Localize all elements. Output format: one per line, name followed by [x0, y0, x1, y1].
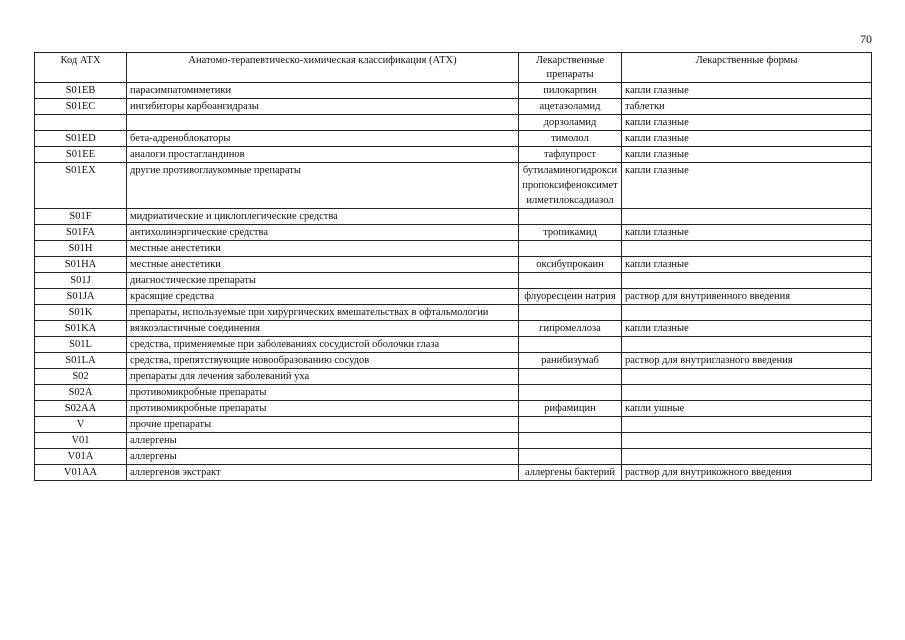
row-code: S02	[35, 369, 127, 385]
row-drug: ранибизумаб	[519, 353, 622, 369]
table-row	[35, 433, 872, 449]
row-form: капли глазные	[622, 321, 872, 337]
table-row	[35, 337, 872, 353]
row-code: S02A	[35, 385, 127, 401]
row-form: капли глазные	[622, 83, 872, 99]
table-row	[35, 289, 872, 305]
table-row	[35, 321, 872, 337]
table-row	[35, 147, 872, 163]
row-classification	[127, 115, 519, 131]
page-number: 70	[860, 32, 872, 46]
row-code: S01H	[35, 241, 127, 257]
table-header-row	[35, 53, 872, 83]
row-drug	[519, 417, 622, 433]
row-classification: средства, препятствующие новообразованию сосудов	[127, 353, 519, 369]
row-code: V01A	[35, 449, 127, 465]
row-code: S01JA	[35, 289, 127, 305]
row-drug: тропикамид	[519, 225, 622, 241]
table-row	[35, 115, 872, 131]
row-code: S01K	[35, 305, 127, 321]
row-code: V01AA	[35, 465, 127, 481]
row-form	[622, 305, 872, 321]
row-classification: аллергены	[127, 433, 519, 449]
row-drug: флуоресцеин натрия	[519, 289, 622, 305]
row-code: S01EX	[35, 163, 127, 209]
row-classification: вязкоэластичные соединения	[127, 321, 519, 337]
header-forms: Лекарственные формы	[622, 53, 872, 83]
row-classification: средства, применяемые при заболеваниях сосудистой оболочки глаза	[127, 337, 519, 353]
row-form: таблетки	[622, 99, 872, 115]
row-code: S01EC	[35, 99, 127, 115]
row-code: S01KA	[35, 321, 127, 337]
row-code: S01EE	[35, 147, 127, 163]
row-classification: аллергенов экстракт	[127, 465, 519, 481]
row-form	[622, 433, 872, 449]
row-classification: ингибиторы карбоангидразы	[127, 99, 519, 115]
row-code: S01HA	[35, 257, 127, 273]
row-form: раствор для внутрикожного введения	[622, 465, 872, 481]
row-drug: пилокарпин	[519, 83, 622, 99]
row-code: S01F	[35, 209, 127, 225]
row-code: S02AA	[35, 401, 127, 417]
row-form: капли ушные	[622, 401, 872, 417]
table-row	[35, 401, 872, 417]
atx-table	[34, 52, 872, 481]
row-drug: тимолол	[519, 131, 622, 147]
row-form: капли глазные	[622, 131, 872, 147]
table-row	[35, 385, 872, 401]
row-classification: мидриатические и циклоплегические средства	[127, 209, 519, 225]
table-row	[35, 209, 872, 225]
row-classification: противомикробные препараты	[127, 385, 519, 401]
row-classification: бета-адреноблокаторы	[127, 131, 519, 147]
row-drug: оксибупрокаин	[519, 257, 622, 273]
row-drug	[519, 433, 622, 449]
row-classification: аналоги простагландинов	[127, 147, 519, 163]
row-form: капли глазные	[622, 225, 872, 241]
table-row	[35, 273, 872, 289]
row-classification: местные анестетики	[127, 257, 519, 273]
row-code: S01J	[35, 273, 127, 289]
row-code: S01ED	[35, 131, 127, 147]
row-classification: местные анестетики	[127, 241, 519, 257]
row-form	[622, 417, 872, 433]
row-classification: красящие средства	[127, 289, 519, 305]
row-form	[622, 273, 872, 289]
row-code: S01EB	[35, 83, 127, 99]
row-classification: препараты для лечения заболеваний уха	[127, 369, 519, 385]
row-form	[622, 369, 872, 385]
row-drug	[519, 337, 622, 353]
row-code: S01L	[35, 337, 127, 353]
table-row	[35, 163, 872, 209]
header-code: Код АТХ	[35, 53, 127, 83]
row-classification: прочие препараты	[127, 417, 519, 433]
row-form: капли глазные	[622, 163, 872, 209]
row-drug	[519, 305, 622, 321]
row-drug	[519, 209, 622, 225]
table-row	[35, 83, 872, 99]
table-row	[35, 449, 872, 465]
table-row	[35, 465, 872, 481]
row-classification: другие противоглаукомные препараты	[127, 163, 519, 209]
header-classification: Анатомо-терапевтическо-химическая классификация (АТХ)	[127, 53, 519, 83]
row-form: раствор для внутривенного введения	[622, 289, 872, 305]
table-row	[35, 257, 872, 273]
row-drug	[519, 241, 622, 257]
table-row	[35, 353, 872, 369]
row-code: V01	[35, 433, 127, 449]
row-classification: антихолинэргические средства	[127, 225, 519, 241]
row-drug	[519, 385, 622, 401]
table-row	[35, 369, 872, 385]
row-classification: препараты, используемые при хирургических вмешательствах в офтальмологии	[127, 305, 519, 321]
row-code	[35, 115, 127, 131]
row-form	[622, 385, 872, 401]
row-classification: противомикробные препараты	[127, 401, 519, 417]
table-row	[35, 131, 872, 147]
row-form	[622, 337, 872, 353]
table-row	[35, 417, 872, 433]
row-drug: ацетазоламид	[519, 99, 622, 115]
table-body	[35, 83, 872, 481]
row-form: капли глазные	[622, 257, 872, 273]
row-code: S01LA	[35, 353, 127, 369]
row-drug	[519, 449, 622, 465]
row-drug: гипромеллоза	[519, 321, 622, 337]
row-drug: дорзоламид	[519, 115, 622, 131]
row-form: капли глазные	[622, 115, 872, 131]
header-drugs: Лекарственные препараты	[519, 53, 622, 83]
row-drug: рифамицин	[519, 401, 622, 417]
row-classification: диагностические препараты	[127, 273, 519, 289]
row-code: S01FA	[35, 225, 127, 241]
table-row	[35, 225, 872, 241]
row-code: V	[35, 417, 127, 433]
row-drug	[519, 273, 622, 289]
row-form	[622, 449, 872, 465]
row-form	[622, 209, 872, 225]
table-row	[35, 99, 872, 115]
row-classification: аллергены	[127, 449, 519, 465]
row-form	[622, 241, 872, 257]
table-row	[35, 305, 872, 321]
row-drug: тафлупрост	[519, 147, 622, 163]
table-row	[35, 241, 872, 257]
row-drug: бутиламиногидроксипропоксифеноксиметилметилоксадиазол	[519, 163, 622, 209]
row-classification: парасимпатомиметики	[127, 83, 519, 99]
row-form: раствор для внутриглазного введения	[622, 353, 872, 369]
row-drug	[519, 369, 622, 385]
row-form: капли глазные	[622, 147, 872, 163]
row-drug: аллергены бактерий	[519, 465, 622, 481]
